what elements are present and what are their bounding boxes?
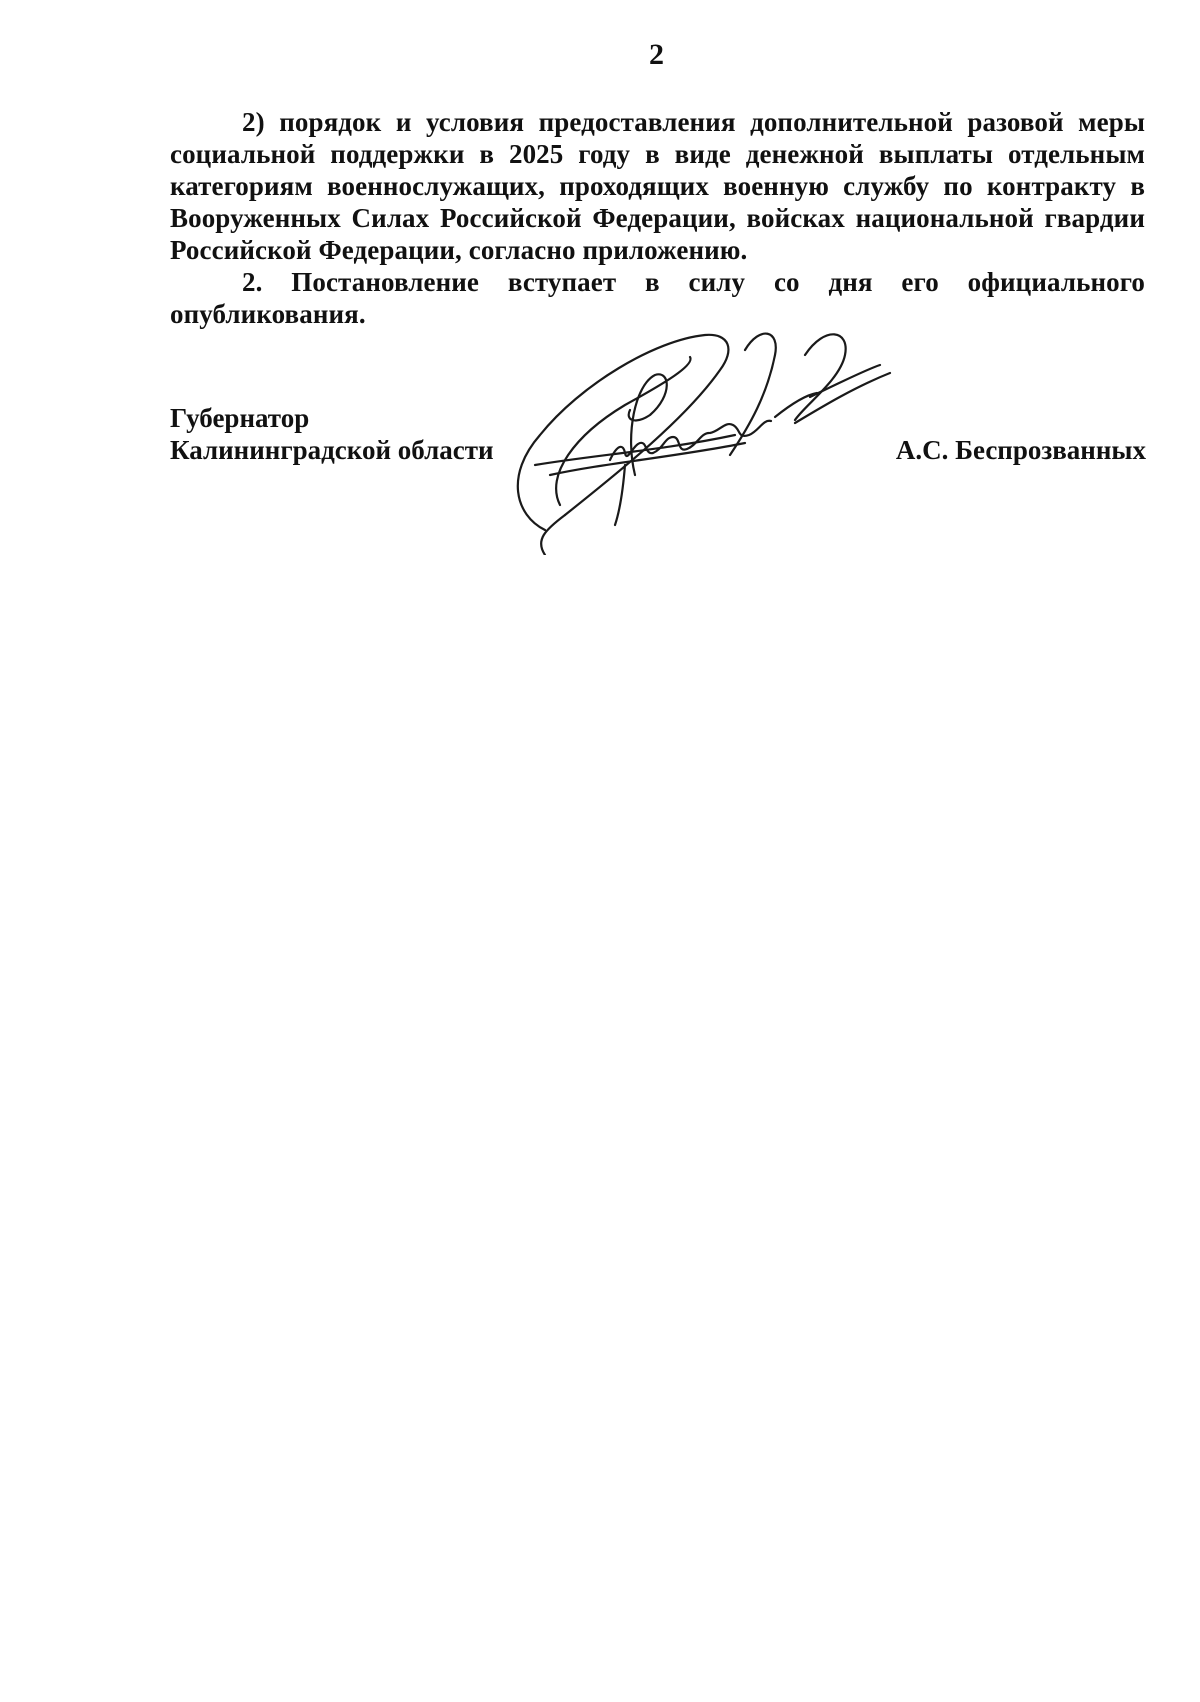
document-body xyxy=(170,106,1145,330)
signatory-title xyxy=(170,402,494,466)
signatory-title-line-2: Калининградской области xyxy=(170,435,494,465)
handwritten-signature xyxy=(505,325,945,555)
page-number: 2 xyxy=(649,38,664,71)
signatory-name: А.С. Беспрозванных xyxy=(895,435,1146,465)
paragraph-procedure: 2) порядок и условия предоставления дополнительной разовой меры социальной поддержки в 2025 году в виде денежной выплаты отдельным категориям военнослужащих, проходящих военную службу по контракту в Вооруженных Силах Российской Федерации, войсках национальной гвардии Российской Федерации, согласно приложению. xyxy=(170,107,1145,265)
signatory-title-line-1: Губернатор xyxy=(170,403,310,433)
paragraph-entry-into-force: 2. Постановление вступает в силу со дня его официального опубликования. xyxy=(170,267,1145,329)
